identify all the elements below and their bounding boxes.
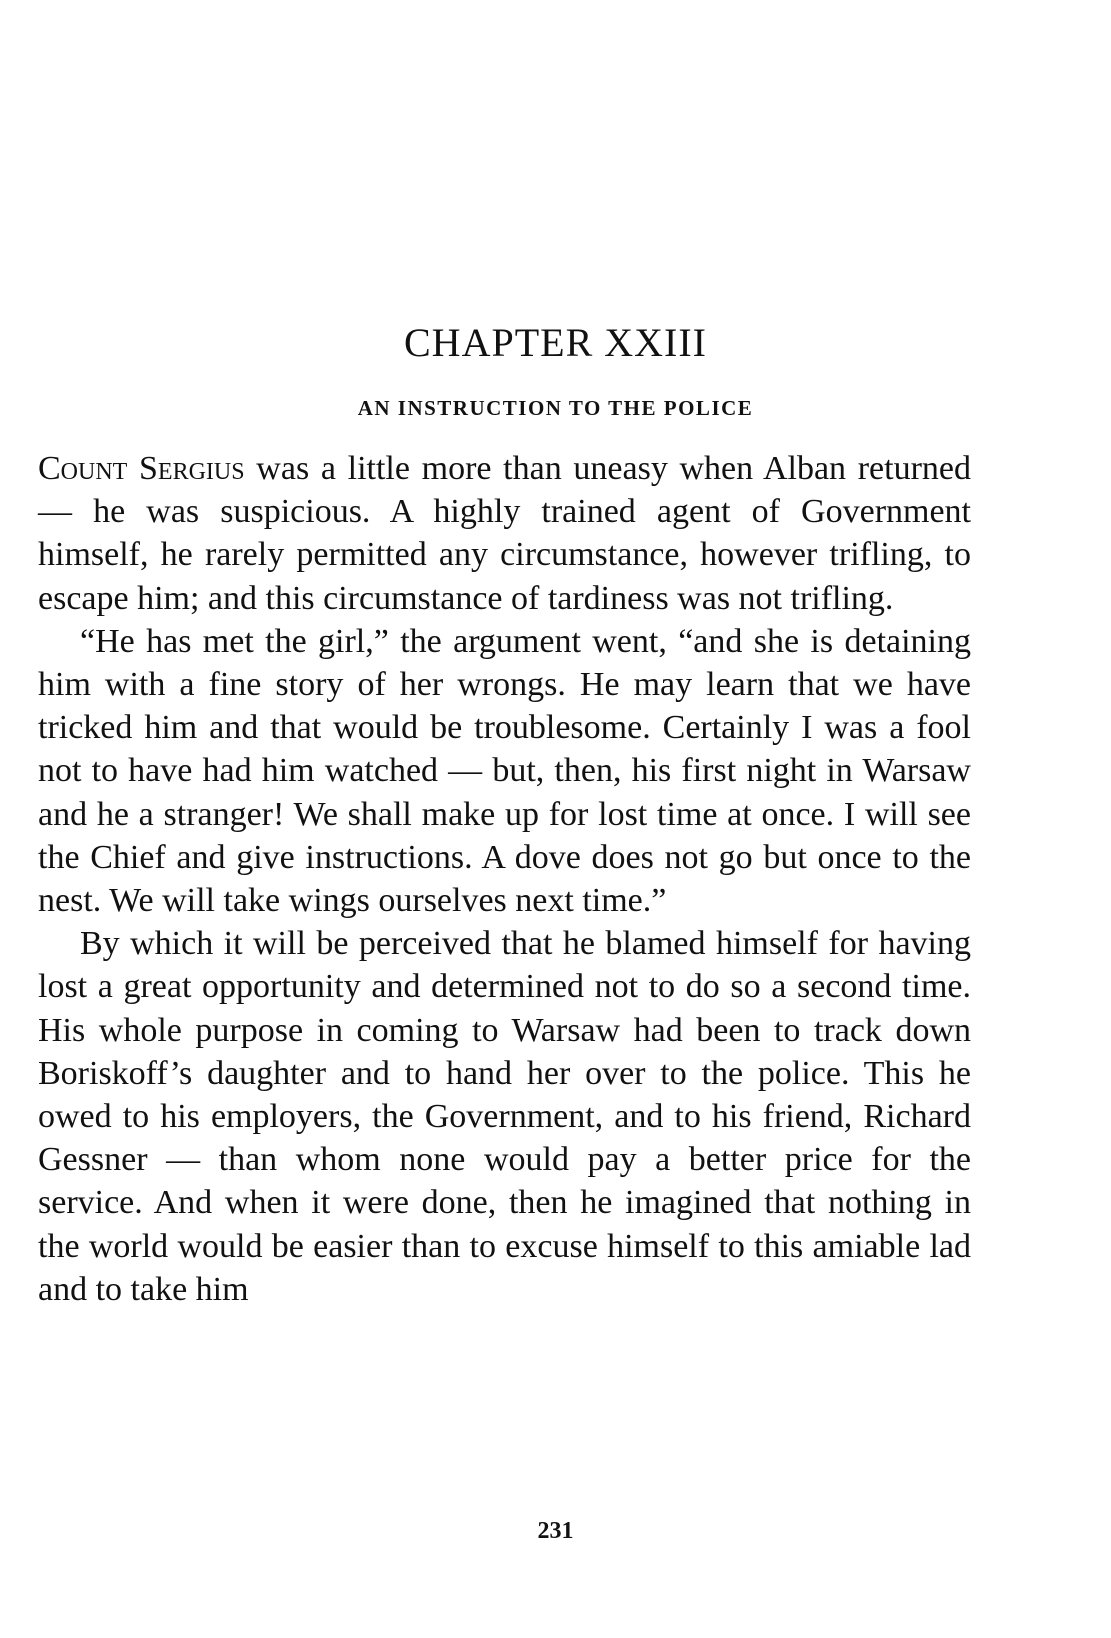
paragraph-1 [38, 447, 971, 620]
paragraph-2: “He has met the girl,” the argument went, “and she is detaining him with a fine story of her wrongs. He may learn that we have tricked him and that would be troublesome. Certainly I was a fool not to have had him watched — but, then, his first night in Warsaw and he a stranger! We shall make up for lost time at once. I will see the Chief and give instructions. A dove does not go but once to the nest. We will take wings ourselves next time.” [38, 622, 971, 920]
body-text [38, 447, 971, 1311]
paragraph-3: By which it will be perceived that he blamed himself for having lost a great opportunity and determined not to do so a second time. His whole purpose in coming to Warsaw had been to track down Boriskoff’s daughter and to hand her over to the police. This he owed to his employers, the Government, and to his friend, Richard Gessner — than whom none would pay a better price for the service. And when it were done, then he imagined that nothing in the world would be easier than to excuse himself to this amiable lad and to take him [38, 925, 971, 1308]
chapter-title: AN INSTRUCTION TO THE POLICE [357, 396, 754, 420]
chapter-number: CHAPTER XXIII [404, 320, 707, 365]
page-number: 231 [537, 1518, 574, 1544]
paragraph-lead-small-caps: Count Sergius [38, 450, 245, 487]
paragraph-text: was a little more than uneasy when Alban returned — he was suspicious. A highly trained agent of Government himself, he rarely permitted any circumstance, however trifling, to escape him; and this circumstance of tardiness was not trifling. [38, 450, 971, 617]
